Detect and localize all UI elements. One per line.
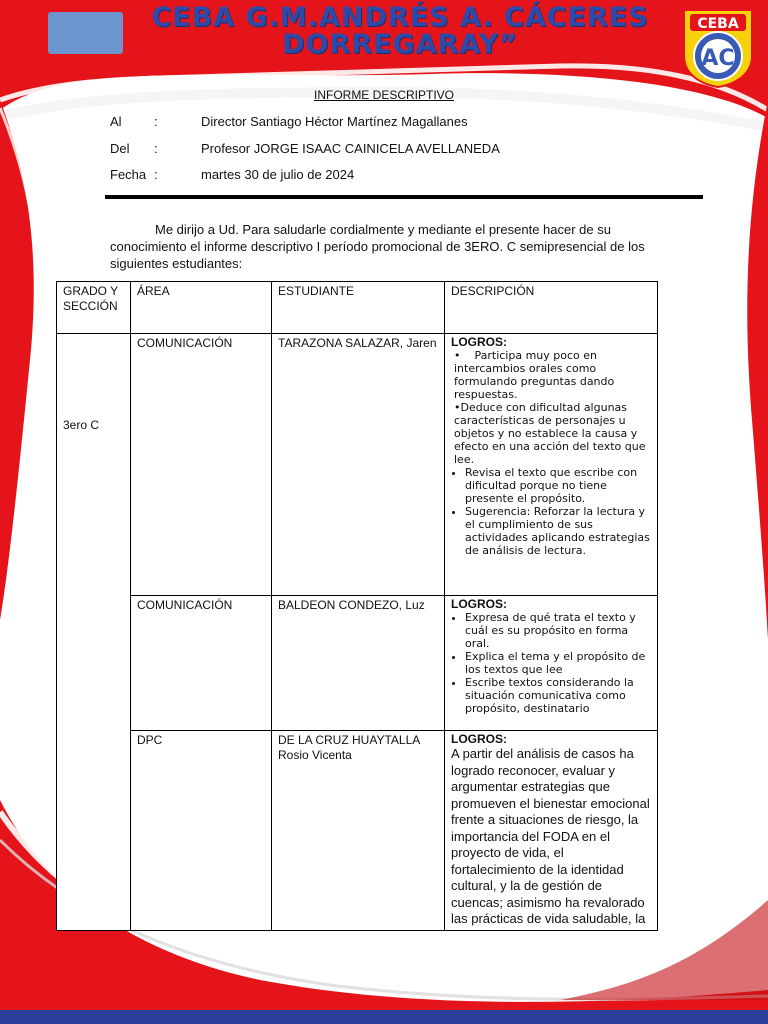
intro-paragraph: Me dirijo a Ud. Para saludarle cordialmente y mediante el presente hacer de su conocimiento el informe descriptivo I período promocional de 3ERO. C semipresencial de los siguientes estudiantes:: [110, 222, 645, 271]
description-cell: [445, 334, 658, 596]
list-item-text: Participa muy poco en intercambios orales como formulando preguntas dando respuestas.: [454, 349, 615, 401]
area-cell: COMUNICACIÓN: [131, 596, 272, 731]
to-colon: :: [154, 114, 158, 129]
list-item: • Expresa de qué trata el texto y cuál es su propósito en forma oral.: [465, 611, 651, 650]
header-to-row: [0, 114, 768, 130]
area-cell: COMUNICACIÓN: [131, 334, 272, 596]
area-cell: DPC: [131, 731, 272, 931]
logo-letters: AC: [701, 46, 735, 71]
list-item: [454, 349, 651, 401]
from-colon: :: [154, 141, 158, 156]
document-title: INFORME DESCRIPTIVO: [313, 88, 454, 102]
logo-acronym: CEBA: [697, 16, 739, 32]
list-item: • Sugerencia: Reforzar la lectura y el cumplimiento de sus actividades aplicando estrategias de análisis de lectura.: [465, 505, 651, 557]
logros-label: LOGROS:: [451, 732, 507, 746]
table-row: [57, 731, 658, 931]
from-value: Profesor JORGE ISAAC CAINICELA AVELLANEDA: [201, 141, 500, 156]
separator-rule: [105, 195, 703, 199]
school-name: CEBA G.M.ANDRÉS A. CÁCERES DORREGARAY”: [151, 2, 649, 60]
list-item: •Deduce con dificultad algunas características de personajes u objetos y no establece la causa y efecto en una acción del texto que lee.: [454, 401, 646, 466]
header-from-row: [0, 141, 768, 157]
logros-label: LOGROS:: [451, 597, 507, 611]
header-student: ESTUDIANTE: [272, 282, 445, 334]
header-area: ÁREA: [131, 282, 272, 334]
ceba-logo-icon: [680, 8, 756, 88]
blue-label-box: [48, 12, 123, 54]
bullet-icon: •: [454, 349, 475, 362]
list-item: • Escribe textos considerando la situación comunicativa como propósito, destinatario: [465, 676, 651, 715]
description-paragraph: A partir del análisis de casos ha logrado reconocer, evaluar y argumentar estrategias que promueven el bienestar emocional frente a situaciones de riesgo, la importancia del FODA en el proyecto de vida, el fortalecimiento de la identidad cultural, y la de gestión de cuencas; asimismo ha revalorado las prácticas de vida saludable, la: [451, 746, 650, 926]
to-value: Director Santiago Héctor Martínez Magallanes: [201, 114, 468, 129]
from-label: Del: [110, 141, 130, 156]
table-row: [57, 596, 658, 731]
header-date-row: [0, 167, 768, 183]
student-cell: DE LA CRUZ HUAYTALLA Rosio Vicenta: [272, 731, 445, 931]
header-grade: GRADO Y SECCIÓN: [57, 282, 131, 334]
student-cell: BALDEON CONDEZO, Luz: [272, 596, 445, 731]
logros-label: LOGROS:: [451, 335, 507, 349]
list-item: • Revisa el texto que escribe con dificultad porque no tiene presente el propósito.: [465, 466, 651, 505]
student-cell: TARAZONA SALAZAR, Jaren: [272, 334, 445, 596]
date-value: martes 30 de julio de 2024: [201, 167, 355, 182]
list-item: • Explica el tema y el propósito de los textos que lee: [465, 650, 651, 676]
header-description: DESCRIPCIÓN: [445, 282, 658, 334]
description-cell: [445, 731, 658, 931]
students-table: [56, 281, 658, 931]
description-cell: [445, 596, 658, 731]
to-label: Al: [110, 114, 122, 129]
date-label: Fecha: [110, 167, 147, 182]
table-row: [57, 334, 658, 596]
grade-cell: 3ero C: [57, 334, 131, 931]
table-header-row: [57, 282, 658, 334]
date-colon: :: [154, 167, 158, 182]
